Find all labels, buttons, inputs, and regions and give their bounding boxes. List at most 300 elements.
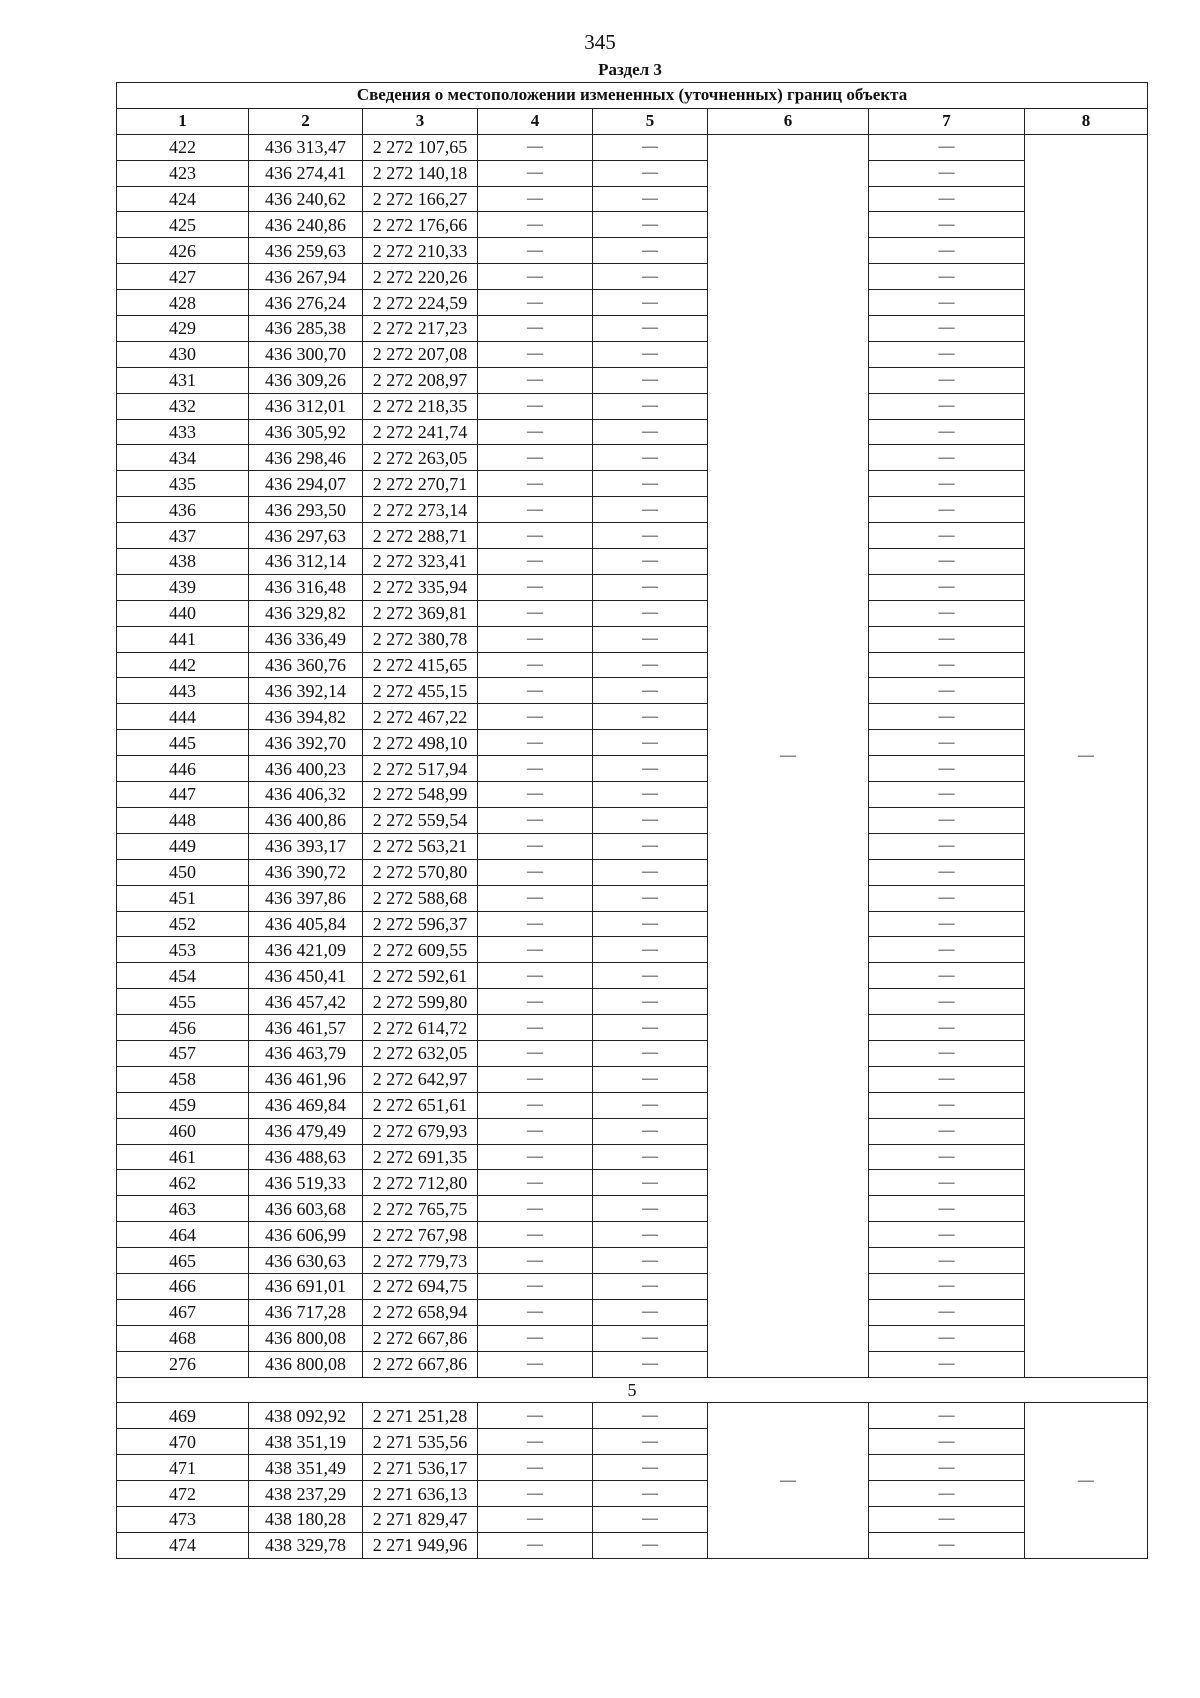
col4-dash-cell: — <box>478 1429 593 1455</box>
y-coordinate-cell: 2 272 166,27 <box>363 186 478 212</box>
col7-dash-cell: — <box>869 1429 1025 1455</box>
x-coordinate-cell: 436 393,17 <box>249 833 363 859</box>
col4-dash-cell: — <box>478 367 593 393</box>
y-coordinate-cell: 2 272 563,21 <box>363 833 478 859</box>
page-number: 345 <box>584 30 616 54</box>
col5-dash-cell: — <box>593 393 708 419</box>
point-number-cell: 465 <box>117 1248 249 1274</box>
column-header: 3 <box>363 108 478 134</box>
x-coordinate-cell: 436 329,82 <box>249 600 363 626</box>
y-coordinate-cell: 2 272 369,81 <box>363 600 478 626</box>
y-coordinate-cell: 2 272 609,55 <box>363 937 478 963</box>
col5-dash-cell: — <box>593 1481 708 1507</box>
point-number-cell: 428 <box>117 290 249 316</box>
point-number-cell: 437 <box>117 523 249 549</box>
x-coordinate-cell: 436 461,96 <box>249 1066 363 1092</box>
col8-merged-dash-cell: — <box>1025 1403 1148 1558</box>
col5-dash-cell: — <box>593 1248 708 1274</box>
x-coordinate-cell: 436 469,84 <box>249 1092 363 1118</box>
col7-dash-cell: — <box>869 549 1025 575</box>
y-coordinate-cell: 2 272 208,97 <box>363 367 478 393</box>
group-label: 5 <box>117 1377 1148 1403</box>
point-number-cell: 460 <box>117 1118 249 1144</box>
point-number-cell: 466 <box>117 1273 249 1299</box>
col4-dash-cell: — <box>478 290 593 316</box>
col4-dash-cell: — <box>478 341 593 367</box>
y-coordinate-cell: 2 272 712,80 <box>363 1170 478 1196</box>
point-number-cell: 473 <box>117 1506 249 1532</box>
col4-dash-cell: — <box>478 833 593 859</box>
point-number-cell: 455 <box>117 989 249 1015</box>
col5-dash-cell: — <box>593 1403 708 1429</box>
col7-dash-cell: — <box>869 1170 1025 1196</box>
col6-merged-dash-cell: — <box>708 1403 869 1558</box>
x-coordinate-cell: 438 351,49 <box>249 1455 363 1481</box>
point-number-cell: 469 <box>117 1403 249 1429</box>
point-number-cell: 462 <box>117 1170 249 1196</box>
col7-dash-cell: — <box>869 212 1025 238</box>
y-coordinate-cell: 2 272 559,54 <box>363 807 478 833</box>
y-coordinate-cell: 2 272 658,94 <box>363 1299 478 1325</box>
point-number-cell: 452 <box>117 911 249 937</box>
col4-dash-cell: — <box>478 1351 593 1377</box>
col5-dash-cell: — <box>593 186 708 212</box>
col7-dash-cell: — <box>869 1455 1025 1481</box>
table-row <box>117 807 1148 833</box>
col7-dash-cell: — <box>869 1040 1025 1066</box>
column-header: 8 <box>1025 108 1148 134</box>
table-row <box>117 1196 1148 1222</box>
point-number-cell: 445 <box>117 730 249 756</box>
point-number-cell: 276 <box>117 1351 249 1377</box>
col7-dash-cell: — <box>869 885 1025 911</box>
col4-dash-cell: — <box>478 782 593 808</box>
point-number-cell: 472 <box>117 1481 249 1507</box>
col4-dash-cell: — <box>478 626 593 652</box>
x-coordinate-cell: 436 392,70 <box>249 730 363 756</box>
col5-dash-cell: — <box>593 730 708 756</box>
col4-dash-cell: — <box>478 1066 593 1092</box>
table-row <box>117 1429 1148 1455</box>
y-coordinate-cell: 2 272 765,75 <box>363 1196 478 1222</box>
col6-merged-dash-cell: — <box>708 134 869 1377</box>
x-coordinate-cell: 436 603,68 <box>249 1196 363 1222</box>
table-body <box>117 134 1148 1558</box>
y-coordinate-cell: 2 272 517,94 <box>363 756 478 782</box>
col5-dash-cell: — <box>593 290 708 316</box>
table-row <box>117 1532 1148 1558</box>
col5-dash-cell: — <box>593 1066 708 1092</box>
col4-dash-cell: — <box>478 1506 593 1532</box>
col5-dash-cell: — <box>593 652 708 678</box>
y-coordinate-cell: 2 272 632,05 <box>363 1040 478 1066</box>
col7-dash-cell: — <box>869 1325 1025 1351</box>
column-header: 7 <box>869 108 1025 134</box>
col7-dash-cell: — <box>869 1481 1025 1507</box>
table-row <box>117 859 1148 885</box>
col5-dash-cell: — <box>593 134 708 160</box>
table-row <box>117 419 1148 445</box>
col7-dash-cell: — <box>869 1066 1025 1092</box>
y-coordinate-cell: 2 272 210,33 <box>363 238 478 264</box>
table-row <box>117 1351 1148 1377</box>
x-coordinate-cell: 436 450,41 <box>249 963 363 989</box>
col7-dash-cell: — <box>869 1532 1025 1558</box>
col5-dash-cell: — <box>593 911 708 937</box>
y-coordinate-cell: 2 272 140,18 <box>363 160 478 186</box>
table-row <box>117 393 1148 419</box>
x-coordinate-cell: 436 630,63 <box>249 1248 363 1274</box>
table-caption: Сведения о местоположении измененных (уточненных) границ объекта <box>117 83 1148 109</box>
col7-dash-cell: — <box>869 367 1025 393</box>
table-row <box>117 963 1148 989</box>
col4-dash-cell: — <box>478 1118 593 1144</box>
col5-dash-cell: — <box>593 523 708 549</box>
point-number-cell: 448 <box>117 807 249 833</box>
point-number-cell: 470 <box>117 1429 249 1455</box>
col7-dash-cell: — <box>869 1351 1025 1377</box>
y-coordinate-cell: 2 272 642,97 <box>363 1066 478 1092</box>
col7-dash-cell: — <box>869 626 1025 652</box>
table-row <box>117 1092 1148 1118</box>
table-row <box>117 1066 1148 1092</box>
col4-dash-cell: — <box>478 963 593 989</box>
y-coordinate-cell: 2 272 667,86 <box>363 1351 478 1377</box>
point-number-cell: 464 <box>117 1222 249 1248</box>
point-number-cell: 450 <box>117 859 249 885</box>
col7-dash-cell: — <box>869 264 1025 290</box>
col5-dash-cell: — <box>593 678 708 704</box>
y-coordinate-cell: 2 272 224,59 <box>363 290 478 316</box>
y-coordinate-cell: 2 272 667,86 <box>363 1325 478 1351</box>
table-row <box>117 367 1148 393</box>
table-row <box>117 1325 1148 1351</box>
y-coordinate-cell: 2 272 220,26 <box>363 264 478 290</box>
table-row <box>117 549 1148 575</box>
col7-dash-cell: — <box>869 316 1025 342</box>
y-coordinate-cell: 2 272 596,37 <box>363 911 478 937</box>
col5-dash-cell: — <box>593 885 708 911</box>
x-coordinate-cell: 436 479,49 <box>249 1118 363 1144</box>
y-coordinate-cell: 2 272 415,65 <box>363 652 478 678</box>
col4-dash-cell: — <box>478 652 593 678</box>
table-row <box>117 445 1148 471</box>
col5-dash-cell: — <box>593 833 708 859</box>
col5-dash-cell: — <box>593 1429 708 1455</box>
x-coordinate-cell: 436 276,24 <box>249 290 363 316</box>
col5-dash-cell: — <box>593 1532 708 1558</box>
x-coordinate-cell: 436 313,47 <box>249 134 363 160</box>
table-row <box>117 264 1148 290</box>
y-coordinate-cell: 2 272 588,68 <box>363 885 478 911</box>
col5-dash-cell: — <box>593 626 708 652</box>
table-row <box>117 523 1148 549</box>
col5-dash-cell: — <box>593 600 708 626</box>
point-number-cell: 442 <box>117 652 249 678</box>
col4-dash-cell: — <box>478 1325 593 1351</box>
x-coordinate-cell: 436 298,46 <box>249 445 363 471</box>
col4-dash-cell: — <box>478 264 593 290</box>
col5-dash-cell: — <box>593 859 708 885</box>
point-number-cell: 425 <box>117 212 249 238</box>
x-coordinate-cell: 436 294,07 <box>249 471 363 497</box>
col7-dash-cell: — <box>869 1506 1025 1532</box>
table-row <box>117 756 1148 782</box>
col5-dash-cell: — <box>593 1170 708 1196</box>
col7-dash-cell: — <box>869 833 1025 859</box>
col5-dash-cell: — <box>593 574 708 600</box>
col7-dash-cell: — <box>869 419 1025 445</box>
col5-dash-cell: — <box>593 1144 708 1170</box>
y-coordinate-cell: 2 272 107,65 <box>363 134 478 160</box>
y-coordinate-cell: 2 271 949,96 <box>363 1532 478 1558</box>
col5-dash-cell: — <box>593 1196 708 1222</box>
x-coordinate-cell: 436 312,01 <box>249 393 363 419</box>
col7-dash-cell: — <box>869 1248 1025 1274</box>
x-coordinate-cell: 436 457,42 <box>249 989 363 1015</box>
point-number-cell: 444 <box>117 704 249 730</box>
col7-dash-cell: — <box>869 160 1025 186</box>
x-coordinate-cell: 438 329,78 <box>249 1532 363 1558</box>
col4-dash-cell: — <box>478 937 593 963</box>
y-coordinate-cell: 2 272 779,73 <box>363 1248 478 1274</box>
table-row <box>117 212 1148 238</box>
y-coordinate-cell: 2 272 694,75 <box>363 1273 478 1299</box>
point-number-cell: 454 <box>117 963 249 989</box>
col5-dash-cell: — <box>593 549 708 575</box>
y-coordinate-cell: 2 272 548,99 <box>363 782 478 808</box>
point-number-cell: 440 <box>117 600 249 626</box>
table-row <box>117 730 1148 756</box>
col7-dash-cell: — <box>869 730 1025 756</box>
group-header-row <box>117 1377 1148 1403</box>
y-coordinate-cell: 2 272 455,15 <box>363 678 478 704</box>
y-coordinate-cell: 2 272 273,14 <box>363 497 478 523</box>
x-coordinate-cell: 436 800,08 <box>249 1325 363 1351</box>
table-row <box>117 1273 1148 1299</box>
y-coordinate-cell: 2 272 614,72 <box>363 1015 478 1041</box>
col4-dash-cell: — <box>478 911 593 937</box>
col5-dash-cell: — <box>593 1455 708 1481</box>
col4-dash-cell: — <box>478 1144 593 1170</box>
col4-dash-cell: — <box>478 1299 593 1325</box>
point-number-cell: 439 <box>117 574 249 600</box>
y-coordinate-cell: 2 272 767,98 <box>363 1222 478 1248</box>
col7-dash-cell: — <box>869 963 1025 989</box>
point-number-cell: 463 <box>117 1196 249 1222</box>
table-caption-row <box>117 83 1148 109</box>
x-coordinate-cell: 436 717,28 <box>249 1299 363 1325</box>
point-number-cell: 458 <box>117 1066 249 1092</box>
col5-dash-cell: — <box>593 238 708 264</box>
column-header: 6 <box>708 108 869 134</box>
col7-dash-cell: — <box>869 600 1025 626</box>
col4-dash-cell: — <box>478 1196 593 1222</box>
col5-dash-cell: — <box>593 497 708 523</box>
x-coordinate-cell: 436 240,86 <box>249 212 363 238</box>
column-header: 2 <box>249 108 363 134</box>
y-coordinate-cell: 2 272 335,94 <box>363 574 478 600</box>
col4-dash-cell: — <box>478 678 593 704</box>
col4-dash-cell: — <box>478 1273 593 1299</box>
y-coordinate-cell: 2 272 467,22 <box>363 704 478 730</box>
x-coordinate-cell: 436 800,08 <box>249 1351 363 1377</box>
point-number-cell: 456 <box>117 1015 249 1041</box>
col4-dash-cell: — <box>478 704 593 730</box>
col4-dash-cell: — <box>478 574 593 600</box>
col4-dash-cell: — <box>478 523 593 549</box>
col7-dash-cell: — <box>869 393 1025 419</box>
table-row <box>117 1299 1148 1325</box>
col4-dash-cell: — <box>478 471 593 497</box>
x-coordinate-cell: 438 237,29 <box>249 1481 363 1507</box>
col7-dash-cell: — <box>869 989 1025 1015</box>
x-coordinate-cell: 436 305,92 <box>249 419 363 445</box>
y-coordinate-cell: 2 272 323,41 <box>363 549 478 575</box>
col4-dash-cell: — <box>478 160 593 186</box>
point-number-cell: 431 <box>117 367 249 393</box>
col5-dash-cell: — <box>593 1092 708 1118</box>
col5-dash-cell: — <box>593 963 708 989</box>
x-coordinate-cell: 436 267,94 <box>249 264 363 290</box>
col4-dash-cell: — <box>478 445 593 471</box>
x-coordinate-cell: 438 092,92 <box>249 1403 363 1429</box>
x-coordinate-cell: 436 488,63 <box>249 1144 363 1170</box>
y-coordinate-cell: 2 272 380,78 <box>363 626 478 652</box>
col7-dash-cell: — <box>869 471 1025 497</box>
table-row <box>117 652 1148 678</box>
table-row <box>117 160 1148 186</box>
col7-dash-cell: — <box>869 782 1025 808</box>
point-number-cell: 474 <box>117 1532 249 1558</box>
table-row <box>117 238 1148 264</box>
table-row <box>117 1170 1148 1196</box>
col5-dash-cell: — <box>593 756 708 782</box>
x-coordinate-cell: 436 461,57 <box>249 1015 363 1041</box>
y-coordinate-cell: 2 272 207,08 <box>363 341 478 367</box>
col5-dash-cell: — <box>593 1273 708 1299</box>
col5-dash-cell: — <box>593 264 708 290</box>
col5-dash-cell: — <box>593 1118 708 1144</box>
col4-dash-cell: — <box>478 756 593 782</box>
col5-dash-cell: — <box>593 471 708 497</box>
point-number-cell: 441 <box>117 626 249 652</box>
point-number-cell: 446 <box>117 756 249 782</box>
y-coordinate-cell: 2 272 570,80 <box>363 859 478 885</box>
col7-dash-cell: — <box>869 238 1025 264</box>
col4-dash-cell: — <box>478 807 593 833</box>
y-coordinate-cell: 2 272 592,61 <box>363 963 478 989</box>
column-header-row <box>117 108 1148 134</box>
col4-dash-cell: — <box>478 549 593 575</box>
x-coordinate-cell: 438 180,28 <box>249 1506 363 1532</box>
y-coordinate-cell: 2 271 829,47 <box>363 1506 478 1532</box>
col5-dash-cell: — <box>593 1299 708 1325</box>
x-coordinate-cell: 436 406,32 <box>249 782 363 808</box>
table-row <box>117 574 1148 600</box>
col7-dash-cell: — <box>869 704 1025 730</box>
table-row <box>117 1222 1148 1248</box>
table-row <box>117 341 1148 367</box>
y-coordinate-cell: 2 272 241,74 <box>363 419 478 445</box>
x-coordinate-cell: 436 390,72 <box>249 859 363 885</box>
col7-dash-cell: — <box>869 445 1025 471</box>
table-row <box>117 1403 1148 1429</box>
col7-dash-cell: — <box>869 859 1025 885</box>
table-row <box>117 471 1148 497</box>
point-number-cell: 433 <box>117 419 249 445</box>
col5-dash-cell: — <box>593 1506 708 1532</box>
col7-dash-cell: — <box>869 1196 1025 1222</box>
col4-dash-cell: — <box>478 186 593 212</box>
point-number-cell: 461 <box>117 1144 249 1170</box>
table-row <box>117 134 1148 160</box>
point-number-cell: 443 <box>117 678 249 704</box>
col4-dash-cell: — <box>478 1222 593 1248</box>
table-row <box>117 885 1148 911</box>
x-coordinate-cell: 436 400,86 <box>249 807 363 833</box>
col7-dash-cell: — <box>869 574 1025 600</box>
col5-dash-cell: — <box>593 989 708 1015</box>
y-coordinate-cell: 2 272 679,93 <box>363 1118 478 1144</box>
col7-dash-cell: — <box>869 1092 1025 1118</box>
x-coordinate-cell: 436 519,33 <box>249 1170 363 1196</box>
col5-dash-cell: — <box>593 704 708 730</box>
table-row <box>117 626 1148 652</box>
table-row <box>117 1481 1148 1507</box>
point-number-cell: 427 <box>117 264 249 290</box>
col4-dash-cell: — <box>478 238 593 264</box>
col7-dash-cell: — <box>869 1299 1025 1325</box>
table-row <box>117 678 1148 704</box>
table-row <box>117 782 1148 808</box>
col5-dash-cell: — <box>593 807 708 833</box>
col7-dash-cell: — <box>869 523 1025 549</box>
x-coordinate-cell: 436 400,23 <box>249 756 363 782</box>
table-row <box>117 1248 1148 1274</box>
col7-dash-cell: — <box>869 807 1025 833</box>
table-row <box>117 911 1148 937</box>
point-number-cell: 424 <box>117 186 249 212</box>
point-number-cell: 435 <box>117 471 249 497</box>
col7-dash-cell: — <box>869 1222 1025 1248</box>
column-header: 1 <box>117 108 249 134</box>
col4-dash-cell: — <box>478 393 593 419</box>
col4-dash-cell: — <box>478 1092 593 1118</box>
col4-dash-cell: — <box>478 134 593 160</box>
x-coordinate-cell: 436 293,50 <box>249 497 363 523</box>
col5-dash-cell: — <box>593 937 708 963</box>
y-coordinate-cell: 2 272 176,66 <box>363 212 478 238</box>
table-row <box>117 833 1148 859</box>
col4-dash-cell: — <box>478 212 593 238</box>
x-coordinate-cell: 438 351,19 <box>249 1429 363 1455</box>
point-number-cell: 447 <box>117 782 249 808</box>
col7-dash-cell: — <box>869 186 1025 212</box>
point-number-cell: 451 <box>117 885 249 911</box>
point-number-cell: 438 <box>117 549 249 575</box>
point-number-cell: 457 <box>117 1040 249 1066</box>
y-coordinate-cell: 2 272 651,61 <box>363 1092 478 1118</box>
table-row <box>117 1118 1148 1144</box>
x-coordinate-cell: 436 274,41 <box>249 160 363 186</box>
point-number-cell: 422 <box>117 134 249 160</box>
point-number-cell: 468 <box>117 1325 249 1351</box>
y-coordinate-cell: 2 272 498,10 <box>363 730 478 756</box>
col4-dash-cell: — <box>478 989 593 1015</box>
table-row <box>117 937 1148 963</box>
point-number-cell: 432 <box>117 393 249 419</box>
